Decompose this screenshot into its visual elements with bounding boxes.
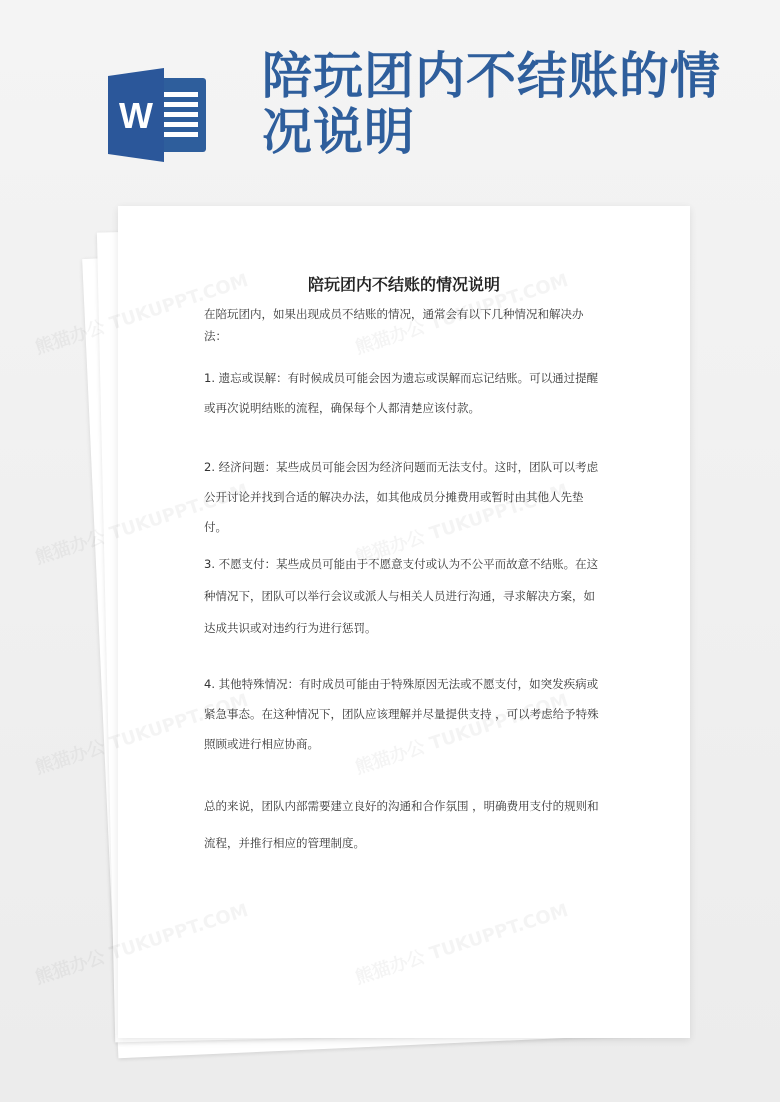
document-page: [118, 206, 690, 1038]
list-item: 3. 不愿支付：某些成员可能由于不愿意支付或认为不公平而故意不结账。在这种情况下，团队可以举行会议或派人与相关人员进行沟通，寻求解决方案，如达成共识或对违约行为进行惩罚。: [204, 557, 599, 635]
header-title: 陪玩团内不结账的情况说明: [262, 47, 721, 161]
intro-paragraph: 在陪玩团内，如果出现成员不结账的情况，通常会有以下几种情况和解决办法：: [204, 307, 584, 343]
word-logo-letter: W: [119, 95, 153, 136]
document-title: 陪玩团内不结账的情况说明: [307, 275, 500, 294]
list-item: 4. 其他特殊情况：有时成员可能由于特殊原因无法或不愿支付，如突发疾病或紧急事态。在这种情况下，团队应该理解并尽量提供支持 ，可以考虑给予特殊照顾或进行相应协商。: [204, 677, 599, 751]
conclusion-paragraph: 总的来说，团队内部需要建立良好的沟通和合作氛围 ，明确费用支付的规则和流程，并推行相应的管理制度。: [204, 799, 599, 850]
list-item: 1. 遗忘或误解：有时候成员可能会因为遗忘或误解而忘记结账。可以通过提醒或再次说明结账的流程，确保每个人都清楚应该付款。: [204, 371, 599, 415]
word-icon: [108, 68, 206, 162]
list-item: 2. 经济问题：某些成员可能会因为经济问题而无法支付。这时，团队可以考虑公开讨论并找到合适的解决办法，如其他成员分摊费用或暂时由其他人先垫付。: [204, 460, 599, 534]
